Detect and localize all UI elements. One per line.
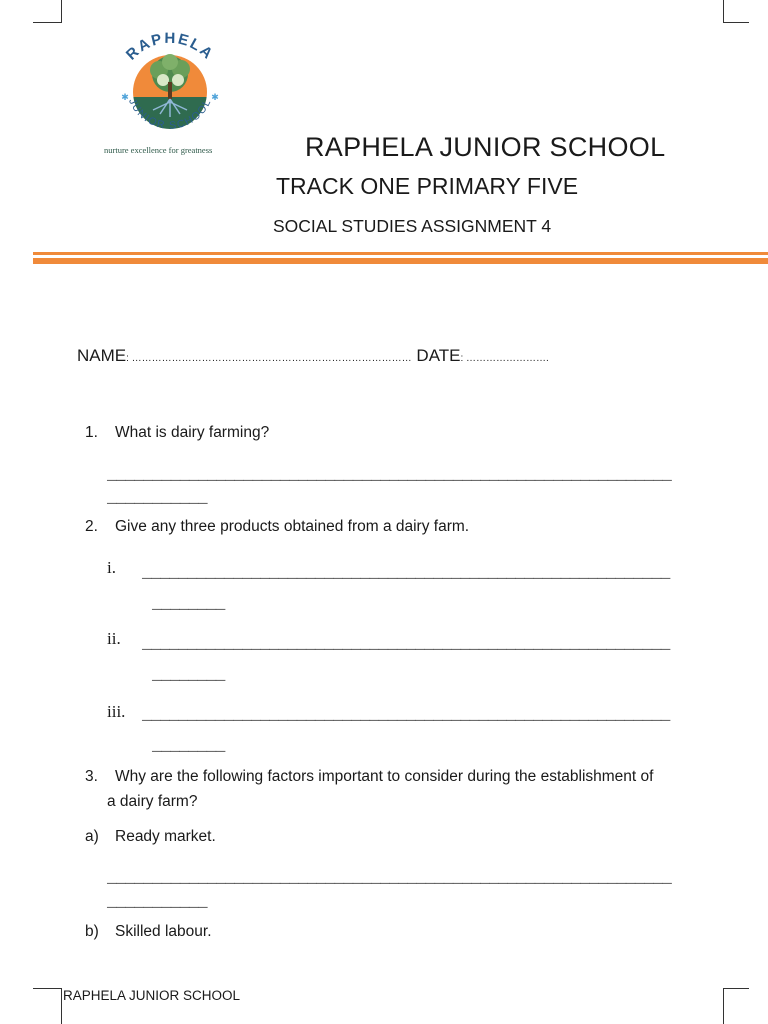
part-label: a) xyxy=(85,828,99,845)
star-icon: ✱ xyxy=(211,92,219,102)
sub-question-b xyxy=(85,923,212,941)
name-label: NAME xyxy=(77,346,127,365)
crop-mark xyxy=(723,988,749,989)
part-text: Skilled labour. xyxy=(115,923,212,940)
logo-arc-bottom: JUNIOR SCHOOL xyxy=(126,96,214,132)
question-number: 2. xyxy=(85,518,98,535)
logo-tagline: nurture excellence for greatness xyxy=(104,145,213,155)
item-label: i. xyxy=(107,558,116,577)
date-label: DATE xyxy=(416,346,461,365)
crop-mark xyxy=(723,0,724,22)
assignment-title: SOCIAL STUDIES ASSIGNMENT 4 xyxy=(273,216,552,236)
question-text: Why are the following factors important to consider during the establishment of xyxy=(115,768,654,785)
crop-mark xyxy=(33,988,62,989)
question-number: 1. xyxy=(85,424,98,441)
question-3 xyxy=(85,768,653,786)
question-text-continued: a dairy farm? xyxy=(107,793,198,810)
answer-line[interactable]: __________________________________________________________ xyxy=(142,706,670,724)
answer-line[interactable]: ___________ xyxy=(107,489,208,507)
answer-line[interactable]: ________ xyxy=(152,737,225,755)
question-1 xyxy=(85,424,269,442)
school-logo xyxy=(105,22,235,157)
star-icon: ✱ xyxy=(121,92,129,102)
question-text: What is dairy farming? xyxy=(115,424,270,441)
answer-line[interactable]: ________ xyxy=(152,595,225,613)
name-date-row xyxy=(77,346,549,366)
name-blank[interactable]: : ………………………………………………………………………… xyxy=(126,353,412,364)
part-text: Ready market. xyxy=(115,828,216,845)
question-number: 3. xyxy=(85,768,98,785)
school-title: RAPHELA JUNIOR SCHOOL xyxy=(305,132,666,162)
part-label: b) xyxy=(85,923,99,940)
date-blank[interactable]: : ……………………. xyxy=(460,353,549,364)
header-rule xyxy=(33,252,768,255)
answer-line[interactable]: __________________________________________________________ xyxy=(142,635,670,653)
question-2 xyxy=(85,518,469,536)
crop-mark xyxy=(723,988,724,1024)
crop-mark xyxy=(723,22,749,23)
logo-arc-top: RAPHELA xyxy=(122,29,218,64)
track-title: TRACK ONE PRIMARY FIVE xyxy=(276,173,579,199)
page-footer: RAPHELA JUNIOR SCHOOL xyxy=(63,988,241,1003)
answer-line[interactable]: ________ xyxy=(152,666,225,684)
crop-mark xyxy=(61,0,62,22)
sub-question-a xyxy=(85,828,216,846)
question-text: Give any three products obtained from a dairy farm. xyxy=(115,518,470,535)
answer-line[interactable]: ___________ xyxy=(107,893,208,911)
item-label: iii. xyxy=(107,702,126,721)
crop-mark xyxy=(33,22,62,23)
crop-mark xyxy=(61,988,62,1024)
item-label: ii. xyxy=(107,629,121,648)
answer-line[interactable]: __________________________________________________________ xyxy=(142,564,670,582)
answer-line[interactable]: ______________________________________________________________ xyxy=(107,466,672,484)
answer-line[interactable]: ______________________________________________________________ xyxy=(107,869,672,887)
header-rule xyxy=(33,258,768,264)
